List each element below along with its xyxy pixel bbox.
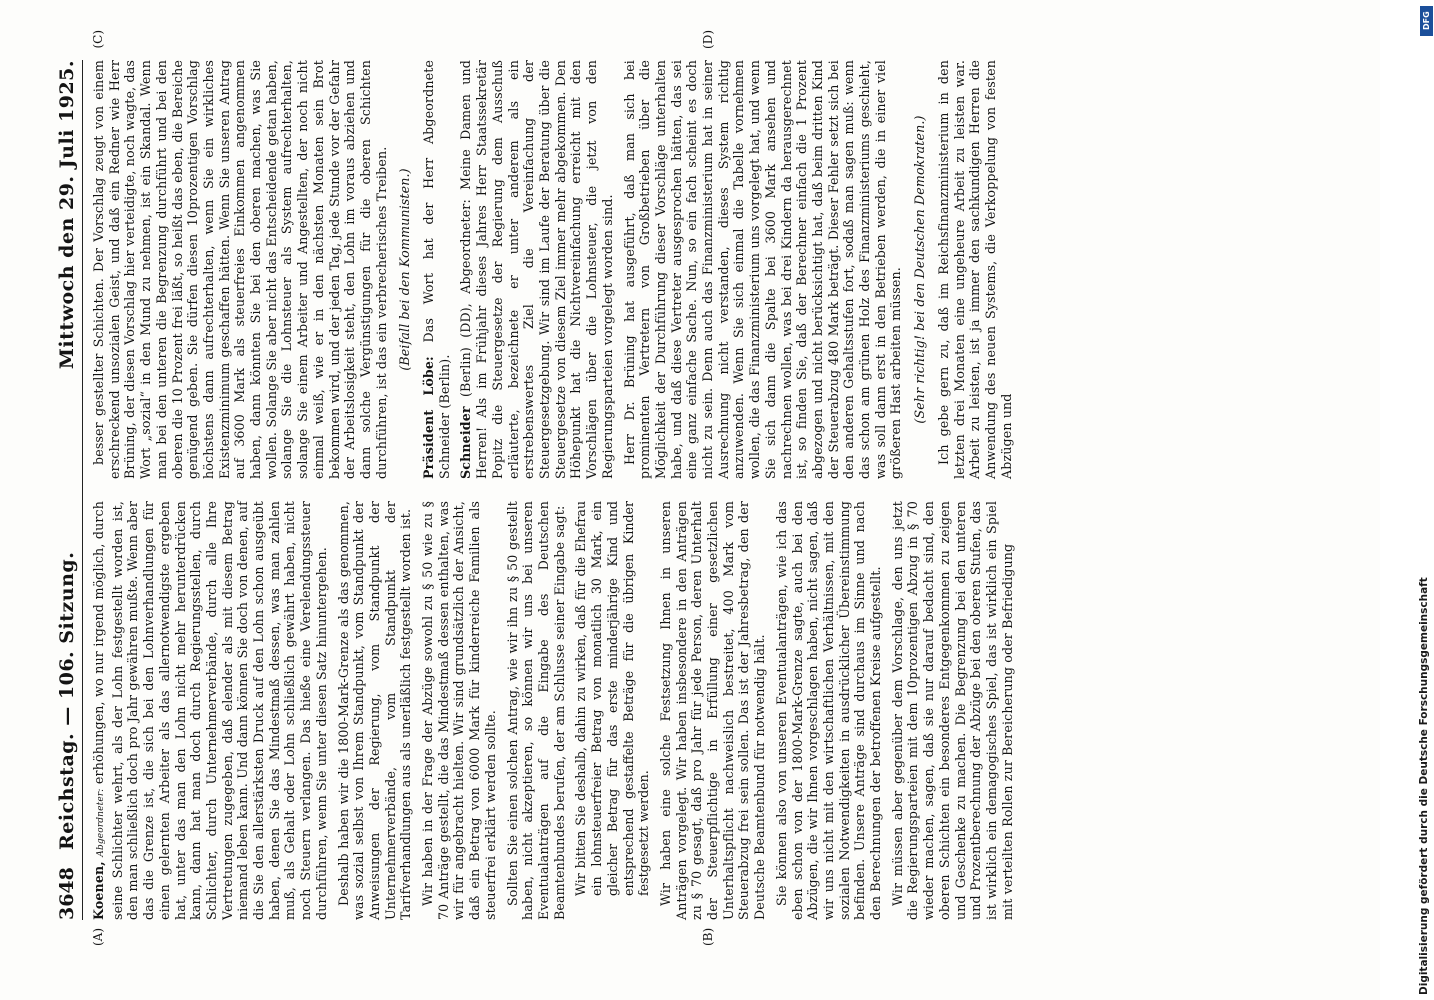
page-number: 3648 [56, 867, 78, 920]
page-header [56, 60, 83, 920]
paragraph [420, 501, 499, 920]
margin-letter-c: (C) [91, 30, 105, 49]
paragraph [622, 60, 905, 479]
paragraph [458, 60, 615, 479]
paragraph-text: erhöhungen, wo nur irgend möglich, durch seine Schlichter wehrt, als der Lohn festgestellt worden ist, den man schließlich doch pro Jahr gewähren mußte. Wenn aber das die Grenze ist, die sich bei den Lohnverhandlungen für einen gelernten Arbeiter als das allernotwendigste ergeben hat, unter das man den Lohn nicht mehr herunterdrücken kann, dann hat man doch durch Regierungsstellen, durch Schlichter, durch Unternehmerverbände, durch alle Ihre Vertretungen zugegeben, daß elender als mit diesem Betrag niemand leben kann. Und dann können Sie doch von denen, auf die Sie den allerstärksten Druck auf den Lohn schon ausgeübt haben, denen Sie das Mindestmaß dessen, was man zahlen muß, als Gehalt oder Lohn schließlich gewährt haben, nicht noch Steuern verlangen. Das hieße eine Verelendungssteuer durchführen, wenn Sie unter diesen Satz hinuntergehen. [91, 500, 329, 920]
paragraph [658, 501, 768, 920]
dfg-logo: DFG [1420, 6, 1433, 36]
paragraph [91, 501, 330, 920]
paragraph [421, 60, 452, 479]
paragraph-text: besser gestellter Schichten. Der Vorschlag zeugt von einem erschreckend unsozialen Geist, und daß ein Redner wie Herr Brüning, der diesen Vorschlag hier verteidigte, noch wagte, das Wort „sozial“ in den Mund zu nehmen, ist ein Skandal. Wenn man bei den unteren die Begrenzung durchführt und bei den oberen die 10 Prozent frei läßt, so heißt das eben, die Bereiche genügend geben. Sie dürfen diesen 10prozentigen Vorschlag höchstens dann aufrechterhalten, wenn Sie ein wirkliches Existenzminimum geschaffen hätten. Wenn Sie unseren Antrag auf 3600 Mark als steuerfreies Einkommen angenommen haben, dann könnten Sie bei den oberen machen, was Sie wollen. Solange Sie aber nicht das Entscheidende getan haben, solange Sie die Lohnsteuer als System aufrechterhalten, solange Sie einem Arbeiter und Angestellten, der noch nicht einmal weiß, wie er in den nächsten Monaten sein Brot bekommen wird, und der jeden Tag, jede Stunde vor der Gefahr der Arbeitslosigkeit steht, den Lohn im voraus abziehen und dann solche Vergünstigungen für die oberen Schichten durchführen, ist das ein verbrecherisches Treiben. [91, 60, 389, 479]
paragraph-text: Sollten Sie einen solchen Antrag, wie wir ihn zu § 50 gestellt haben, nicht akzeptieren, so können wir uns bei unseren Eventualanträgen auf die Eingabe des Deutschen Beamtenbundes berufen, der am Schlusse seiner Eingabe sagt: [504, 501, 567, 920]
paragraph-text: Ich gebe gern zu, daß im Reichsfinanzministerium in den letzten drei Monaten eine ungeheure Arbeit zu leisten war. Arbeit zu leisten, ist ja immer den sachkundigen Herren die Anwendung des neuen Systems, die Verkoppelung von festen Abzügen und [935, 60, 1014, 479]
dfg-credit-line: Digitalisierung gefördert durch die Deutsche Forschungsgemeinschaft [1418, 577, 1430, 995]
paragraph [774, 501, 884, 920]
right-column [91, 30, 1021, 479]
paragraph [336, 501, 415, 920]
paragraph [936, 60, 1015, 479]
paragraph-text: Das Wort hat der Herr Abgeordnete Schneider (Berlin). [421, 59, 452, 479]
speaker-role: Abgeordneter: [96, 788, 106, 857]
margin-letter-a: (A) [91, 927, 105, 946]
paragraph [505, 501, 568, 920]
paragraph [890, 501, 1016, 920]
margin-letter-b: (B) [701, 927, 715, 946]
speaker-name: Schneider [458, 406, 474, 479]
session-date: Mittwoch den 29. Juli 1925. [56, 60, 78, 370]
quoted-passage: Wir bitten Sie deshalb, dahin zu wirken, daß für die Ehefrau ein lohnsteuerfreier Betrag von monatlich 30 Mark, ein gleicher Betrag für das erste minderjährige Kind und entsprechend gestaffelte Beträge für die übrigen Kinder festgesetzt werden. [573, 501, 652, 896]
paragraph-text: Wir haben eine solche Festsetzung Ihnen in unseren Anträgen vorgelegt. Wir haben insbesondere in den Anträgen zu § 70 gesagt, daß pro Jahr für jede Person, deren Unterhalt der Steuerpflichtige in Erfüllung einer gesetzlichen Unterhaltspflicht nachweislich bestreitet, 400 Mark vom Steuerabzug frei sein sollen. Das ist der Jahresbetrag, den der Deutsche Beamtenbund für notwendig hält. [657, 501, 768, 920]
speaker-name: Koenen, [91, 861, 106, 920]
text-columns [91, 30, 1021, 946]
paragraph-text: Deshalb haben wir die 1800-Mark-Grenze als das genommen, was sozial selbst von Ihrem Standpunkt, vom Standpunkt der Anweisungen der Regierung, vom Standpunkt der Unternehmerverbände, vom Standpunkt der Tarifverhandlungen aus als unerläßlich festgestellt worden ist. [335, 501, 414, 920]
left-column [91, 500, 1021, 946]
paragraph-text: Herr Dr. Brüning hat ausgeführt, daß man sich bei prominenten Vertretern von Großbetrieben über die Möglichkeit der Durchführung dieser Vorschläge unterhalten habe, und daß diese Vertreter ausgesprochen hätten, das sei eine ganz einfache Sache. Nun, so ein fach scheint es doch nicht zu sein. Denn auch das Finanzministerium hat in seiner Ausrechnung nicht verstanden, dieses System richtig anzuwenden. Wenn Sie sich einmal die Tabelle vornehmen wollen, die das Finanzministerium uns vorgelegt hat, und wenn Sie sich dann die Spalte bei 3600 Mark ansehen und nachrechnen wollen, was bei drei Kindern da herausgerechnet ist, so finden Sie, daß der Berechner einfach die 1 Prozent abgezogen und nicht berücksichtigt hat, daß beim dritten Kind der Steuerabzug 480 Mark beträgt. Dieser Fehler setzt sich bei den anderen Gehaltsstufen fort, sodaß man sagen muß: wenn das schon am grünen Holz des Finanzministeriums geschieht, was soll dann erst in den Betrieben werden, die in einer viel größeren Hast arbeiten müssen. [621, 60, 904, 479]
paragraph-text: Wir müssen aber gegenüber dem Vorschlage, den uns jetzt die Regierungsparteien mit dem 10prozentigen Abzug in § 70 wieder machen, sagen, daß sie nur darauf bedacht sind, den oberen Schichten ein besonderes Entgegenkommen zu zeigen und Geschenke zu machen. Die Begrenzung bei den unteren und Prozentberechnung der Abzüge bei den oberen Stufen, das ist wirklich ein demagogisches Spiel, das ist wirklich ein Spiel mit verteilten Rollen zur Bereicherung oder Befriedigung [889, 501, 1015, 920]
paragraph-text: Sie können also von unseren Eventualanträgen, wie ich das eben schon von der 1800-Mark-Grenze sagte, auch bei den Abzügen, die wir Ihnen vorgeschlagen haben, nicht sagen, daß wir uns nicht mit den wirtschaftlichen Verhältnissen, mit den sozialen Notwendigkeiten in ausdrücklicher Übereinstimmung befinden. Unsere Anträge sind durchaus im Sinne und nach den Berechnungen der betroffenen Kreise aufgestellt. [773, 501, 884, 920]
speaker-name: Präsident Löbe: [421, 356, 437, 479]
interjection: (Sehr richtig! bei den Deutschen Demokraten.) [912, 115, 928, 424]
margin-letter-d: (D) [701, 30, 715, 49]
paragraph [91, 60, 389, 479]
interjection: (Beifall bei den Kommunisten.) [397, 168, 413, 371]
running-title: Reichstag. — 106. Sitzung. [56, 551, 78, 850]
paragraph-text: (Berlin) (DD), Abgeordneter: Meine Damen und Herren! Als im Frühjahr dieses Jahres Herr Staatssekretär Popitz die Steuergesetze der Regierung dem Ausschuß erläuterte, bezeichnete er unter anderem als ein erstrebenswertes Ziel die Vereinfachung der Steuergesetzgebung. Wir sind im Laufe der Beratung über die Steuergesetze von diesem Ziel immer mehr abgekommen. Den Höhepunkt hat die Nichtvereinfachung erreicht mit den Vorschlägen über die Lohnsteuer, die jetzt von den Regierungsparteien vorgelegt worden sind. [458, 59, 615, 479]
paragraph-text: Wir haben in der Frage der Abzüge sowohl zu § 50 wie zu § 70 Anträge gestellt, die das Mindestmaß dessen enthalten, was wir für angebracht hielten. Wir sind grundsätzlich der Ansicht, daß ein Betrag von 6000 Mark für kinderreiche Familien als steuerfrei erklärt werden sollte. [420, 501, 498, 920]
